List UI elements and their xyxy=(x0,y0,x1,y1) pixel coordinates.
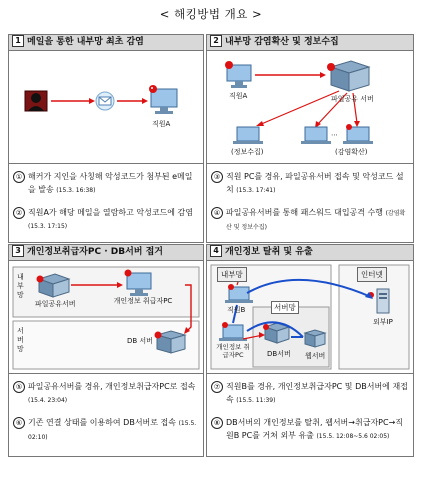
panel-number: 3 xyxy=(12,245,24,257)
server-network-label: 서버망 xyxy=(17,327,24,353)
db-server-icon xyxy=(263,323,289,343)
panel-header xyxy=(207,35,413,51)
handler-pc-label: 개인정보 취급자PC xyxy=(216,343,250,359)
access-arrow xyxy=(255,72,326,78)
step-text: 기존 연결 상태를 이용하여 DB서버로 접속 xyxy=(28,418,177,427)
inner-network-label: 내부망 xyxy=(217,267,247,282)
more-dots: ⋯ xyxy=(331,131,338,139)
inner-network-label: 내부망 xyxy=(17,273,24,299)
panel-heading: 개인정보 탈취 및 유출 xyxy=(225,247,313,257)
web-server-icon xyxy=(305,330,325,347)
file-server-icon xyxy=(327,61,369,91)
step-number: ① xyxy=(13,171,25,183)
virus-icon xyxy=(149,85,157,93)
panel-description xyxy=(9,374,203,456)
user-b-label: 직원B xyxy=(227,306,246,314)
handler-pc-label: 개인정보 취급자PC xyxy=(113,297,173,305)
panel-heading: 메일을 통한 내부망 최초 감염 xyxy=(27,37,144,47)
server-network-label: 서버망 xyxy=(271,301,299,314)
step-timestamp: (15.3. 17:41) xyxy=(236,187,276,194)
step-7 xyxy=(211,380,410,407)
panel-heading: 내부망 감염확산 및 정보수집 xyxy=(225,37,339,47)
panel-header xyxy=(9,245,203,261)
panel-illustration xyxy=(207,261,413,374)
internet-label: 인터넷 xyxy=(357,267,387,282)
step-number: ④ xyxy=(211,207,223,219)
step-number: ② xyxy=(13,207,25,219)
user-a-label: 직원A xyxy=(229,92,248,100)
hacker-icon xyxy=(25,91,47,111)
panel-header xyxy=(207,245,413,261)
step-text: 직원 PC를 경유, 파일공유서버 접속 및 악성코드 설치 xyxy=(226,172,404,194)
page-title: < 해킹방법 개요 > xyxy=(159,7,263,21)
step-number: ⑤ xyxy=(13,381,25,393)
file-server-label: 파일공유서버 xyxy=(35,300,76,308)
step-timestamp: (15.3. 17:15) xyxy=(28,223,68,230)
step-6 xyxy=(13,416,200,444)
step-3 xyxy=(211,170,410,197)
step-number: ⑥ xyxy=(13,417,25,429)
infection-spread-label: (감염확산) xyxy=(335,148,368,156)
target-pc-icon xyxy=(343,124,373,144)
panel-data-exfiltration xyxy=(206,244,414,457)
panel-heading: 개인정보취급자PC · DB서버 접거 xyxy=(27,247,163,257)
panel-number: 1 xyxy=(12,35,24,47)
step-number: ⑦ xyxy=(211,381,223,393)
step-text: 직원B를 경유, 개인정보취급자PC 및 DB서버에 재접속 xyxy=(226,382,408,404)
panel-number: 2 xyxy=(210,35,222,47)
target-pc-icon xyxy=(233,127,263,144)
panel-illustration xyxy=(9,261,203,374)
panel-description xyxy=(207,374,413,456)
user-a-label: 직원A xyxy=(152,120,171,128)
panel-initial-infection xyxy=(8,34,204,243)
step-timestamp: (감염확산 및 정보수집) xyxy=(226,210,406,231)
db-server-icon xyxy=(155,331,186,353)
step-4 xyxy=(211,206,410,234)
panel-header xyxy=(9,35,203,51)
step-1 xyxy=(13,170,200,197)
panel-internal-spread xyxy=(206,34,414,243)
target-pc-icon xyxy=(301,127,331,144)
user-a-pc-icon xyxy=(151,89,177,114)
web-server-label: 웹서버 xyxy=(305,352,326,360)
panel-description xyxy=(207,164,413,242)
step-timestamp: (15.4. 23:04) xyxy=(28,397,68,404)
step-text: 직원A가 해당 메일을 열람하고 악성코드에 감염 xyxy=(28,208,194,217)
panel-handler-db-access xyxy=(8,244,204,457)
email-icon xyxy=(96,92,114,110)
file-server-label: 파일공유 서버 xyxy=(331,95,374,103)
step-timestamp: (15.3. 16:38) xyxy=(56,187,96,194)
handler-pc-icon xyxy=(219,322,247,341)
step-text: 해커가 지인을 사칭해 악성코드가 첨부된 e메일을 발송 xyxy=(28,172,193,194)
panel-illustration xyxy=(9,51,203,164)
panel-illustration xyxy=(207,51,413,164)
step-timestamp: (15.5. 12:08~5.6 02:05) xyxy=(316,433,390,440)
step-text: DB서버의 개인정보를 탈취, 웹서버→취급자PC→직원B PC를 거쳐 외부 유출 xyxy=(226,418,404,440)
external-ip-label: 외부IP xyxy=(373,318,393,326)
user-b-pc-icon xyxy=(225,284,253,303)
step-timestamp: (15.5. 02:10) xyxy=(28,420,197,441)
step-timestamp: (15.5. 11:39) xyxy=(236,397,276,404)
step-text: 파일공유서버를 통해 패스워드 대입공격 수행 xyxy=(226,208,384,217)
send-arrow xyxy=(51,98,95,104)
panel-number: 4 xyxy=(210,245,222,257)
step-number: ③ xyxy=(211,171,223,183)
infection-diagram xyxy=(9,51,203,163)
user-a-pc-icon xyxy=(225,61,251,88)
deliver-arrow xyxy=(117,98,148,104)
db-server-label: DB서버 xyxy=(267,350,291,358)
step-8 xyxy=(211,416,410,443)
access-diagram xyxy=(9,261,203,373)
step-5 xyxy=(13,380,200,407)
step-text: 파일공유서버를 경유, 개인정보취급자PC로 접속 xyxy=(28,382,196,391)
db-server-label: DB 서버 xyxy=(127,337,153,345)
info-collect-label: (정보수집) xyxy=(231,148,264,156)
step-2 xyxy=(13,206,200,233)
step-number: ⑧ xyxy=(211,417,223,429)
panel-description xyxy=(9,164,203,242)
